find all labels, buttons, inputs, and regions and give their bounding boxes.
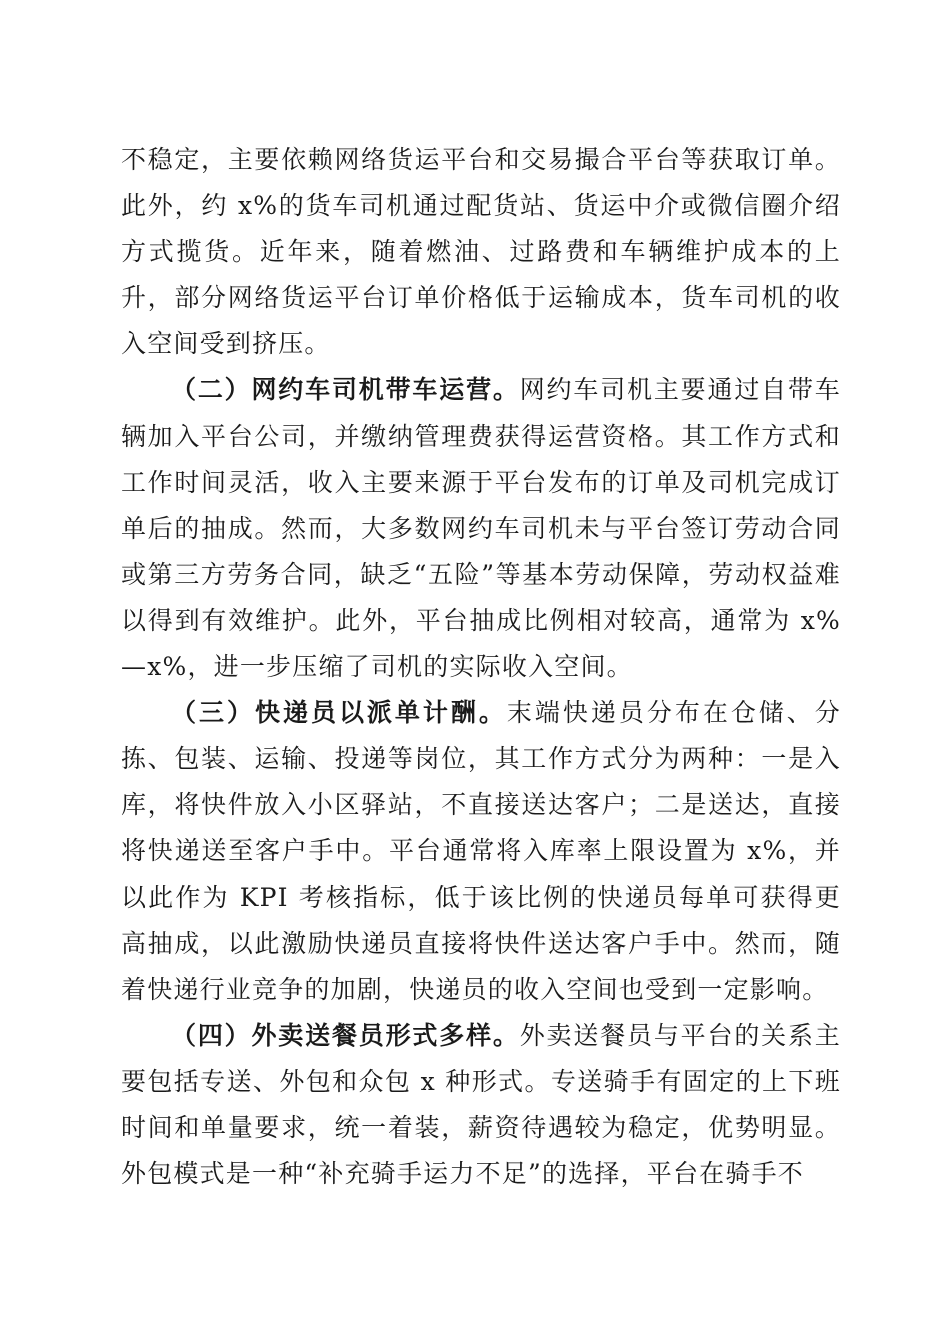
paragraph-continuation — [121, 137, 841, 367]
section-heading-ride-hailing: （二）网约车司机带车运营。 — [171, 375, 520, 405]
paragraph-body: 网约车司机主要通过自带车辆加入平台公司，并缴纳管理费获得运营资格。其工作方式和工作时间灵活，收入主要来源于平台发布的订单及司机完成订单后的抽成。然而，大多数网约车司机未与平台签订劳动合同或第三方劳务合同，缺乏“五险”等基本劳动保障，劳动权益难以得到有效维护。此外，平台抽成比例相对较高，通常为 x%—x%，进一步压缩了司机的实际收入空间。 — [121, 375, 841, 682]
document-body — [121, 137, 841, 1197]
paragraph-body: 不稳定，主要依赖网络货运平台和交易撮合平台等获取订单。此外，约 x%的货车司机通过配货站、货运中介或微信圈介绍方式揽货。近年来，随着燃油、过路费和车辆维护成本的上升，部分网络货运平台订单价格低于运输成本，货车司机的收入空间受到挤压。 — [121, 145, 841, 359]
paragraph-food-delivery — [121, 1013, 841, 1197]
section-heading-food-delivery: （四）外卖送餐员形式多样。 — [171, 1020, 520, 1050]
section-heading-courier: （三）快递员以派单计酬。 — [171, 698, 507, 728]
paragraph-ride-hailing — [121, 367, 841, 690]
paragraph-body: 末端快递员分布在仓储、分拣、包装、运输、投递等岗位，其工作方式分为两种：一是入库，将快件放入小区驿站，不直接送达客户；二是送达，直接将快递送至客户手中。平台通常将入库率上限设置为 x%，并以此作为 KPI 考核指标，低于该比例的快递员每单可获得更高抽成，以此激励快递员直接将快件送达客户手中。然而，随着快递行业竞争的加剧，快递员的收入空间也受到一定影响。 — [121, 698, 841, 1004]
paragraph-courier — [121, 690, 841, 1013]
paragraph-body: 外卖送餐员与平台的关系主要包括专送、外包和众包 x 种形式。专送骑手有固定的上下班时间和单量要求，统一着装，薪资待遇较为稳定，优势明显。外包模式是一种“补充骑手运力不足”的选择，平台在骑手不 — [121, 1020, 841, 1189]
